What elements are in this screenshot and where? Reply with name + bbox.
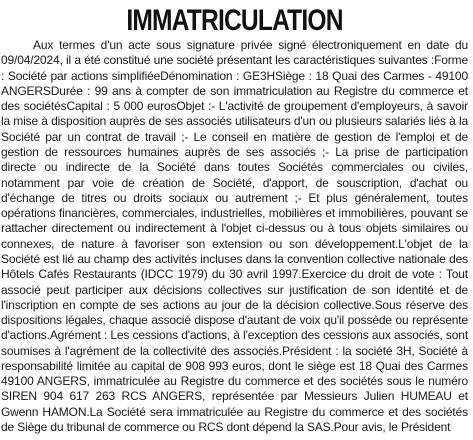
notice-body: Aux termes d'un acte sous signature privée signé électroniquement en date du 09/04/2024, il a été constitué une société présentant les caractéristiques suivantes :Forme : Société par actions simplifiéeDénomination : GE3HSiège : 18 Quai des Carmes - 49100 ANGERSDurée : 99 ans à compter de son immatriculation au Registre du commerce et des sociétésCapital : 5 000 eurosObjet :- L'activité de groupement d'employeurs, à savoir la mise à disposition auprès de ses associés utilisateurs d'un ou plusieurs salariés liés à la Société par un contrat de travail ;- Le conseil en matière de gestion de l'emploi et de gestion de ressources humaines auprès de ses associés ;- La prise de participation directe ou indirecte de la Société dans toutes Sociétés commerciales ou civiles, notamment par voie de création de Société, d'apport, de souscription, d'achat ou d'échange de titres ou droits sociaux ou autrement ;- Et plus généralement, toutes opérations financières, commerciales, industrielles, mobilières et immobilières, pouvant se rattacher directement ou indirectement à l'objet ci-dessus ou à tous objets similaires ou connexes, de nature à favoriser son extension ou son développement.L'objet de la Société est lié au champ des activités incluses dans la convention collective nationale des Hôtels Cafés Restaurants (IDCC 1979) du 30 avril 1997.Exercice du droit de vote : Tout associé peut participer aux décisions collectives sur justification de son identité et de l'inscription en compte de ses actions au jour de la décision collective.Sous réserve des dispositions légales, chaque associé dispose d'autant de voix qu'il possède ou représente d'actions.Agrément : Les cessions d'actions, à l'exception des cessions aux associés, sont soumises à l'agrément de la collectivité des associés.Président : la société 3H, Société à responsabilité limitée au capital de 908 993 euros, dont le siège est 18 Quai des Carmes 49100 ANGERS, immatriculée au Registre du commerce et des sociétés sous le numéro SIREN 904 617 263 RCS ANGERS, représentée par Messieurs Julien HUMEAU et Gwenn HAMON.La Société sera immatriculée au Registre du commerce et des sociétés de Siège du tribunal de commerce ou RCS dont dépend la SAS.Pour avis, le Président [1,38,468,435]
notice-title: IMMATRICULATION [126,4,343,37]
